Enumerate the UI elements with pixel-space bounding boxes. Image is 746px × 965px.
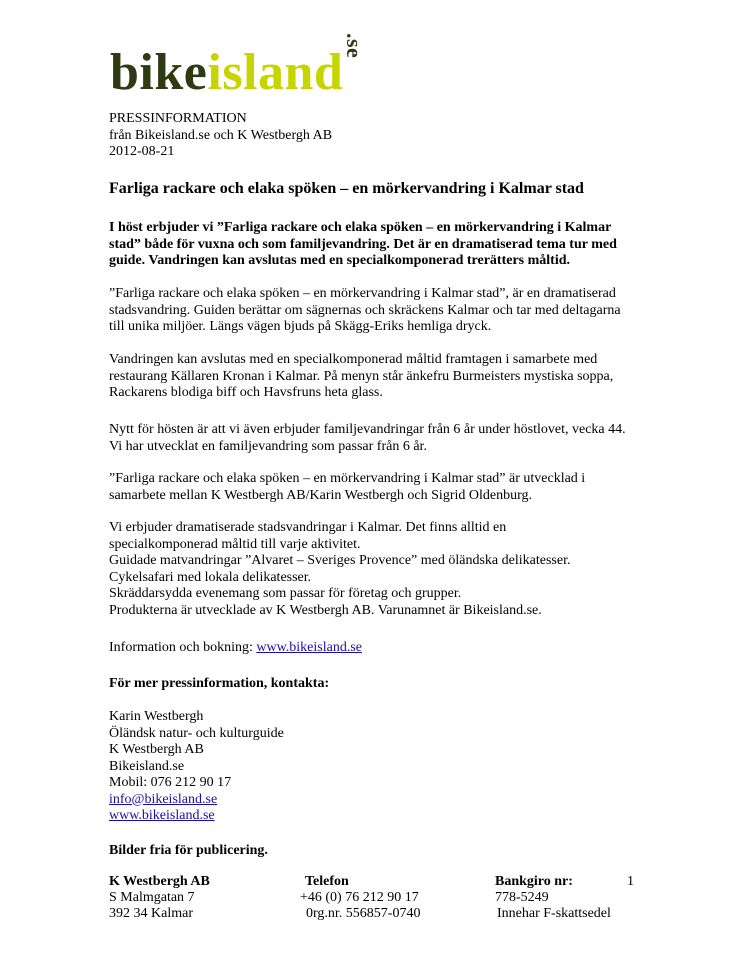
paragraph-1: ”Farliga rackare och elaka spöken – en mörkervandring i Kalmar stad”, är en dramatiserad stadsvandring. Guiden berättar om sägnernas och skräckens Kalmar och tar med deltagarna till unika miljöer. Längs vägen bjuds på Skägg-Eriks hemliga dryck.: [109, 286, 621, 334]
footer-bank-column: [495, 874, 611, 922]
offer-line: Cykelsafari med lokala delikatesser.: [109, 569, 312, 585]
lead-paragraph: I höst erbjuder vi ”Farliga rackare och elaka spöken – en mörkervandring i Kalmar stad” både för vuxna och som familjevandring. Det är en dramatiserad tema tur med guide. Vandringen kan avslutas med en specialkomponerad trerätters måltid.: [109, 220, 617, 268]
info-label: Information och bokning:: [109, 640, 257, 655]
paragraph-3: Nytt för hösten är att vi även erbjuder familjevandringar från 6 år under höstlovet, vecka 44. Vi har utvecklat en familjevandring som passar från 6 år.: [109, 422, 626, 454]
contact-web-link[interactable]: www.bikeisland.se: [109, 808, 215, 823]
footer-fskatt: Innehar F-skattsedel: [497, 906, 611, 921]
contact-mobile: Mobil: 076 212 90 17: [109, 775, 232, 790]
contact-name: Karin Westbergh: [109, 709, 204, 724]
contact-heading: För mer pressinformation, kontakta:: [109, 676, 330, 691]
press-header: [109, 111, 649, 161]
images-note: Bilder fria för publicering.: [109, 843, 268, 858]
contact-site: Bikeisland.se: [109, 758, 185, 774]
footer-orgnr: 0rg.nr. 556857-0740: [306, 906, 421, 921]
footer-phone-column: [300, 874, 420, 922]
offer-line: Skräddarsydda evenemang som passar för företag och grupper.: [109, 586, 462, 601]
footer-address: S Malmgatan 7: [109, 890, 195, 905]
contact-block: [109, 709, 649, 825]
footer-company-column: [109, 874, 210, 922]
document-title: Farliga rackare och elaka spöken – en mörkervandring i Kalmar stad: [109, 180, 584, 197]
info-link[interactable]: www.bikeisland.se: [256, 640, 363, 655]
footer-bank-heading: Bankgiro nr:: [495, 874, 573, 889]
footer-company: K Westbergh AB: [109, 874, 210, 889]
offer-line: specialkomponerad måltid till varje aktivitet.: [109, 536, 361, 552]
press-label: PRESSINFORMATION: [109, 111, 247, 126]
info-booking: [109, 640, 649, 657]
bikeisland-logo: bikeisland.se: [110, 33, 368, 101]
footer-phone: +46 (0) 76 212 90 17: [300, 890, 419, 905]
press-date: 2012-08-21: [109, 144, 175, 159]
offer-line: Produkterna är utvecklade av K Westbergh AB. Varunamnet är Bikeisland.se.: [109, 602, 542, 618]
logo-island: island: [207, 44, 344, 101]
footer: [0, 874, 746, 924]
press-from: från Bikeisland.se och K Westbergh AB: [109, 127, 333, 143]
offer-line: Guidade matvandringar ”Alvaret – Sveriges Provence” med öländska delikatesser.: [109, 553, 571, 568]
offer-list: [109, 520, 649, 619]
offer-line: Vi erbjuder dramatiserade stadsvandringar i Kalmar. Det finns alltid en: [109, 520, 507, 535]
contact-email-link[interactable]: info@bikeisland.se: [109, 791, 218, 807]
footer-bankgiro: 778-5249: [495, 890, 549, 905]
contact-role: Öländsk natur- och kulturguide: [109, 725, 284, 741]
footer-phone-heading: Telefon: [305, 874, 349, 889]
footer-postal: 392 34 Kalmar: [109, 906, 193, 921]
contact-company: K Westbergh AB: [109, 742, 204, 757]
paragraph-2: Vandringen kan avslutas med en specialkomponerad måltid framtagen i samarbete med restaurang Källaren Kronan i Kalmar. På menyn står änkefru Burmeisters mystiska soppa, Rackarens blodiga biff och Havsfruns heta glass.: [109, 352, 614, 400]
page-number: 1: [627, 874, 634, 889]
logo-bike: bike: [110, 44, 208, 101]
paragraph-4: ”Farliga rackare och elaka spöken – en mörkervandring i Kalmar stad” är utvecklad i samarbete mellan K Westbergh AB/Karin Westbergh och Sigrid Oldenburg.: [109, 471, 586, 503]
